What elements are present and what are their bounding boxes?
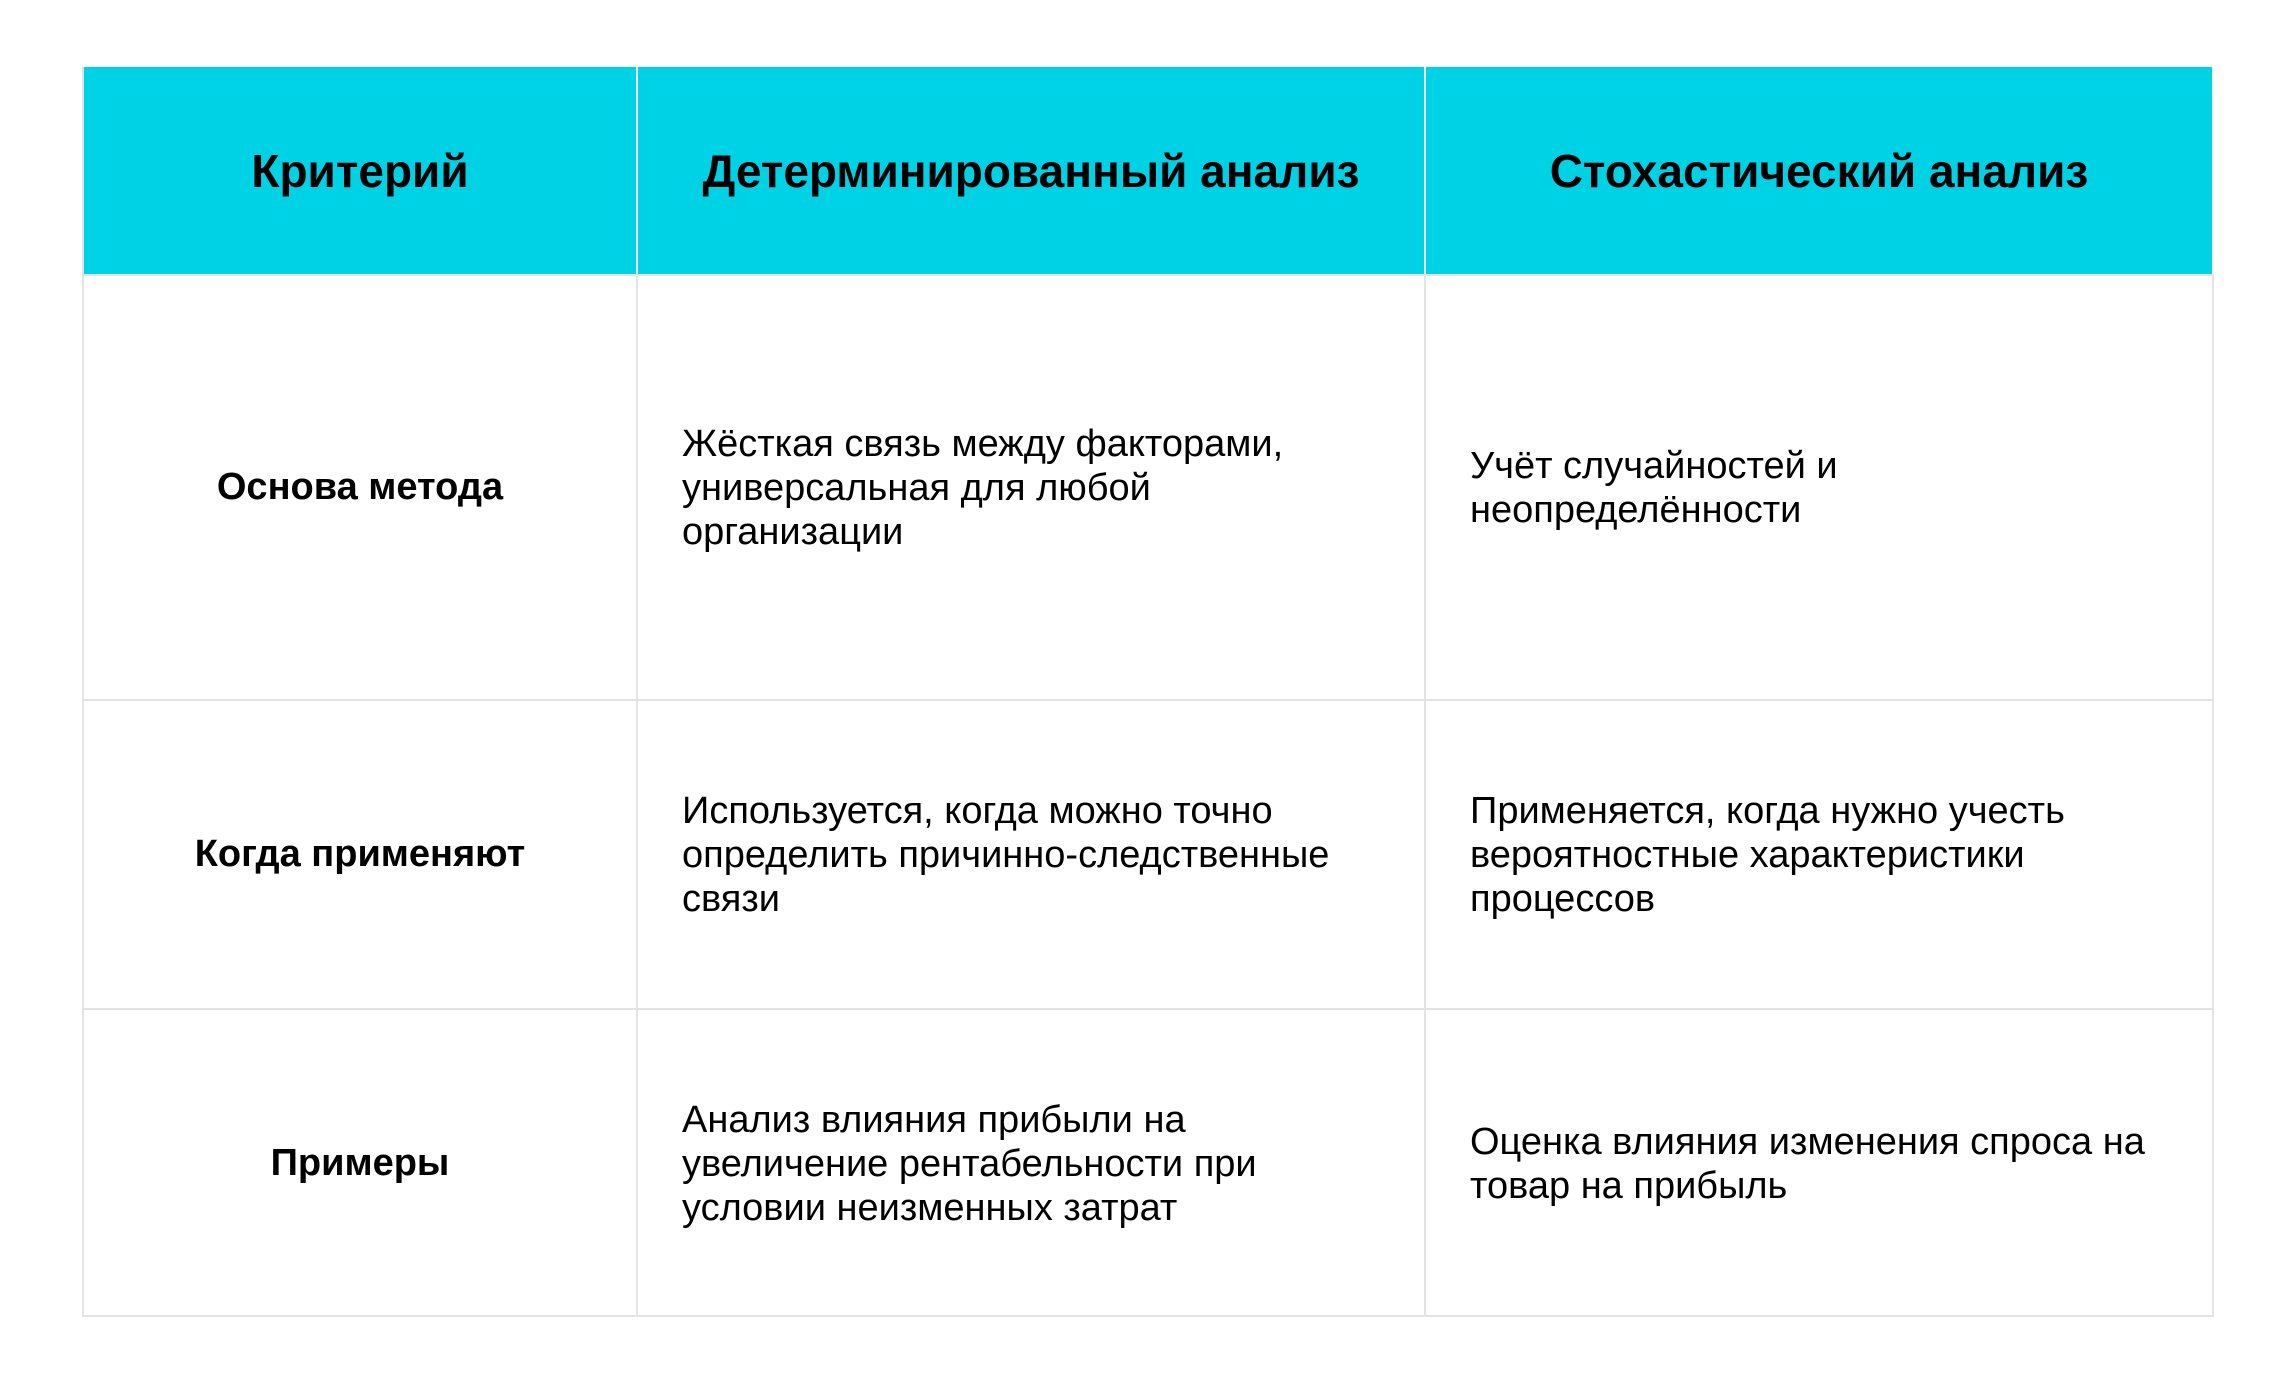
row-examples-deterministic bbox=[638, 1008, 1426, 1317]
row-examples-stochastic bbox=[1426, 1008, 2214, 1317]
header-stochastic: Стохастический анализ bbox=[1426, 67, 2214, 274]
cell-text: Оценка влияния изменения спроса на товар на прибыль bbox=[1470, 1120, 2145, 1207]
cell-text: Используется, когда можно точно определить причинно-следственные связи bbox=[682, 789, 1330, 920]
cell-text: Жёсткая связь между факторами, универсальная для любой организации bbox=[682, 422, 1284, 553]
row-usage-stochastic bbox=[1426, 699, 2214, 1008]
cell-text: Применяется, когда нужно учесть вероятностные характеристики процессов bbox=[1470, 789, 2065, 920]
header-criterion: Критерий bbox=[84, 67, 638, 274]
row-basis-stochastic bbox=[1426, 274, 2214, 699]
header-deterministic: Детерминированный анализ bbox=[638, 67, 1426, 274]
cell-text: Учёт случайностей и неопределённости bbox=[1470, 444, 1838, 531]
row-usage-deterministic bbox=[638, 699, 1426, 1008]
row-examples-criterion: Примеры bbox=[84, 1008, 638, 1317]
row-basis-deterministic bbox=[638, 274, 1426, 699]
cell-text: Анализ влияния прибыли на увеличение рентабельности при условии неизменных затрат bbox=[682, 1098, 1257, 1229]
comparison-table bbox=[82, 67, 2212, 1317]
row-usage-criterion: Когда применяют bbox=[84, 699, 638, 1008]
row-basis-criterion: Основа метода bbox=[84, 274, 638, 699]
